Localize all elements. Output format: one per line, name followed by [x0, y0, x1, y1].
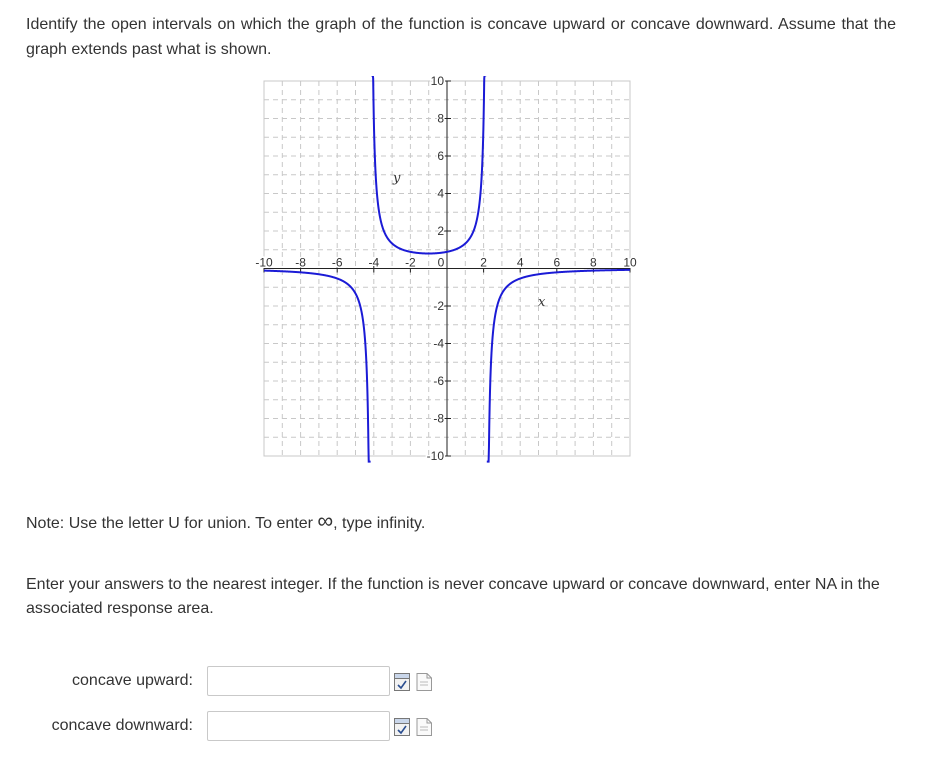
document-icon[interactable] [416, 718, 432, 736]
y-tick-label: 4 [437, 186, 444, 201]
x-tick-label: 2 [480, 255, 487, 270]
y-tick-label: -8 [433, 411, 444, 426]
graph-tick-labels [255, 76, 637, 463]
x-tick-label: -6 [331, 255, 343, 270]
question-text: Identify the open intervals on which the graph of the function is concave upward or concave downward. Assume that the graph extends past what is shown. [26, 16, 896, 58]
infinity-symbol: ∞ [317, 508, 334, 533]
x-tick-label: -2 [405, 255, 416, 270]
concave-upward-input[interactable] [207, 666, 390, 696]
concave-downward-input[interactable] [207, 711, 390, 741]
y-tick-label: -10 [426, 449, 444, 463]
y-tick-label: 10 [430, 76, 444, 88]
x-axis-label: x [538, 295, 546, 310]
concave-downward-row [0, 711, 460, 741]
y-tick-label: -4 [433, 336, 444, 351]
x-tick-label: 6 [553, 255, 561, 270]
note-prefix: Note: Use the letter U for union. To enter [26, 515, 318, 532]
y-tick-label: 6 [437, 149, 444, 163]
y-tick-label: -6 [433, 374, 444, 388]
y-tick-label: -2 [433, 299, 444, 313]
y-axis-label: y [393, 171, 401, 186]
x-tick-label: 8 [590, 255, 597, 270]
instructions: Enter your answers to the nearest integer. If the function is never concave upward or concave downward, enter NA in the associated response area. [26, 576, 880, 617]
document-icon[interactable] [416, 673, 432, 691]
right-branch-curve [487, 270, 630, 462]
equation-editor-icon[interactable] [394, 718, 410, 736]
x-tick-label: 0 [437, 255, 445, 270]
x-tick-label: -10 [255, 255, 273, 270]
note-suffix: , type infinity. [333, 515, 426, 532]
function-graph [250, 76, 645, 471]
equation-editor-icon[interactable] [394, 673, 410, 691]
x-tick-label: 10 [623, 255, 637, 270]
left-branch-curve [264, 271, 371, 462]
x-tick-label: 4 [516, 255, 524, 270]
concave-downward-label: concave downward: [51, 717, 193, 734]
concave-upward-label: concave upward: [72, 672, 193, 689]
note [26, 510, 425, 535]
x-tick-label: -4 [368, 255, 380, 270]
x-tick-label: -8 [295, 255, 306, 270]
concave-upward-row [0, 666, 460, 696]
y-tick-label: 2 [437, 224, 444, 238]
y-tick-label: 8 [437, 111, 444, 126]
